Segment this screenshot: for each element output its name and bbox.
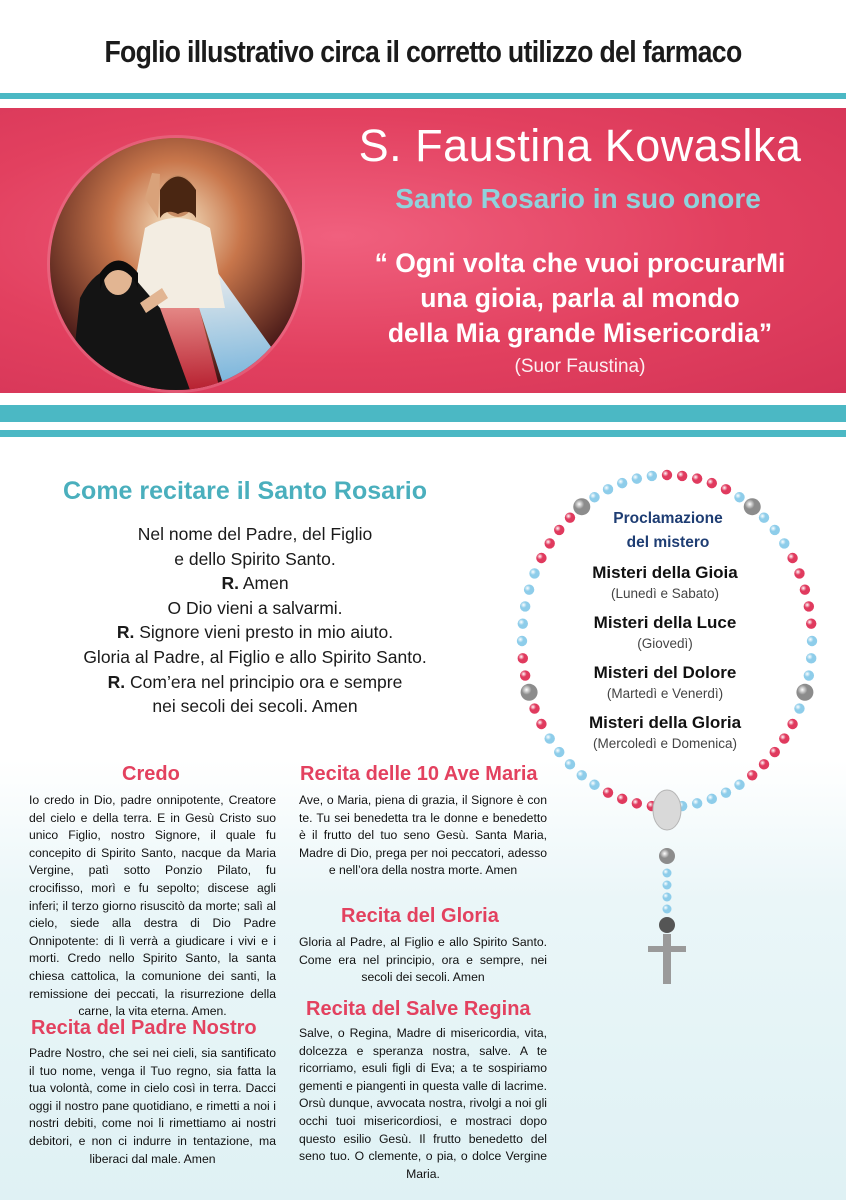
quote-author: (Suor Faustina) — [514, 356, 646, 377]
mystery-title: Misteri della Gioia — [592, 563, 738, 582]
rosary-bead-pink — [518, 653, 528, 663]
bottom-stripe-thick — [0, 405, 846, 422]
salve-regina-heading: Recita del Salve Regina — [306, 998, 531, 1020]
rosary-bead-pink — [707, 478, 717, 488]
padre-nostro-heading: Recita del Padre Nostro — [31, 1017, 257, 1039]
rosary-bead-gray — [796, 684, 813, 701]
rosary-bead-pink — [520, 670, 530, 680]
rosary-bead-pink — [800, 585, 810, 595]
quote-line: una gioia, parla al mondo — [420, 283, 740, 313]
padre-nostro-text: Padre Nostro, che sei nei cieli, sia santificato il tuo nome, venga il Tuo regno, sia fatta la tua volontà, come in cielo così in terra. Dacci oggi il nostro pane quotidiano, e rimetti a noi i nostri debiti, come noi li rimettiamo ai nostri debitori, e non ci indurre in tentazione, ma liberaci dal male. Amen — [29, 1046, 276, 1166]
proclamation-label: del mistero — [626, 534, 710, 551]
rosary-bead-pink — [794, 568, 804, 578]
intro-line: Nel nome del Padre, del Figlio — [137, 524, 373, 544]
rosary-bead-blue — [647, 471, 657, 481]
salve-regina-text: Salve, o Regina, Madre di misericordia, vita, dolcezza e speranza nostra, salve. A te ricorriamo, esuli figli di Eva; a te sospiriamo gementi e piangenti in questa valle di lacrime. Orsù dunque, avvocata nostra, rivolgi a noi gli occhi tuoi misericordiosi, e mostraci dopo questo esilio Gesù. Il frutto benedetto del seno tuo. O clemente, o pia, o dolce Vergine Maria. — [299, 1026, 547, 1181]
rosary-bead-blue — [524, 585, 534, 595]
rosary-bead-blue — [589, 492, 599, 502]
ave-maria-heading: Recita delle 10 Ave Maria — [300, 763, 538, 785]
rosary-bead-blue — [565, 759, 575, 769]
mystery-title: Misteri della Luce — [593, 613, 737, 632]
rosary-bead-pink — [692, 473, 702, 483]
rosary-bead-blue — [603, 484, 613, 494]
mystery-days: (Mercoledì e Domenica) — [592, 736, 738, 751]
rosary-bead-blue — [721, 787, 731, 797]
rosary-bead-blue — [692, 798, 702, 808]
rosary-bead-gray — [521, 684, 538, 701]
credo-text: Io credo in Dio, padre onnipotente, Creatore del cielo e della terra. E in Gesù Cristo suo unico Figlio, nostro Signore, il quale fu concepito di Spirito Santo, nacque da Maria Vergine, patì sotto Ponzio Pilato, fu crocifisso, morì e fu sepolto; discese agli inferi; il terzo giorno risuscitò da morte; salì al cielo, siede alla destra di Dio Padre Onnipotente: di lì verrà a giudicare i vivi e i morti. Credo nello Spirito Santo, la santa chiesa cattolica, la comunione dei santi, la remissione dei peccati, la risurrezione della carne, la vita eterna. Amen. — [29, 793, 276, 1019]
rosary-bead-pink — [787, 719, 797, 729]
rosary-bead-blue — [734, 780, 744, 790]
divine-mercy-image — [50, 138, 302, 390]
mystery-title: Misteri della Gloria — [588, 713, 742, 732]
rosary-bead-pink — [617, 794, 627, 804]
rosary-bead-dark — [659, 917, 675, 933]
intro-line: R. Signore vieni presto in mio aiuto. — [116, 622, 394, 643]
rosary-bead-pink — [804, 601, 814, 611]
rosary-medal — [653, 790, 681, 830]
rosary-bead-blue — [663, 869, 672, 878]
rosary-bead-blue — [794, 703, 804, 713]
rosary-bead-pink — [529, 703, 539, 713]
rosary-bead-blue — [517, 636, 527, 646]
bottom-stripe-thin — [0, 430, 846, 437]
rosary-bead-pink — [770, 747, 780, 757]
intro-line: R. Com’era nel principio ora e sempre — [107, 671, 403, 692]
rosary-bead-blue — [663, 893, 672, 902]
intro-line: nei secoli dei secoli. Amen — [152, 696, 358, 717]
gloria-heading: Recita del Gloria — [341, 905, 499, 927]
page-title: Foglio illustrativo circa il corretto utilizzo del farmaco — [104, 34, 742, 69]
rosary-bead-pink — [759, 759, 769, 769]
divine-mercy-medallion — [50, 138, 302, 390]
rosary-bead-blue — [577, 770, 587, 780]
rosary-bead-pink — [806, 618, 816, 628]
banner-subtitle: Santo Rosario in suo onore — [395, 183, 761, 214]
cross-icon — [648, 946, 686, 952]
rosary-bead-blue — [617, 478, 627, 488]
rosary-bead-pink — [603, 787, 613, 797]
saint-name: S. Faustina Kowaslka — [358, 120, 802, 171]
how-to-heading: Come recitare il Santo Rosario — [63, 477, 428, 505]
rosary-bead-pink — [787, 553, 797, 563]
intro-line: Gloria al Padre, al Figlio e allo Spirito Santo. — [83, 646, 427, 667]
intro-line: R. Amen — [221, 573, 289, 594]
rosary-bead-pink — [632, 798, 642, 808]
rosary-bead-pink — [747, 770, 757, 780]
intro-line: e dello Spirito Santo. — [174, 548, 336, 569]
mystery-days: (Lunedì e Sabato) — [610, 586, 720, 601]
rosary-bead-pink — [779, 733, 789, 743]
rosary-bead-pink — [677, 471, 687, 481]
credo-heading: Credo — [122, 763, 180, 785]
cross-icon — [663, 934, 671, 984]
rosary-bead-blue — [632, 473, 642, 483]
rosary-bead-blue — [734, 492, 744, 502]
quote-line: della Mia grande Misericordia” — [387, 318, 773, 348]
mystery-days: (Martedì e Venerdì) — [606, 686, 724, 701]
rosary-bead-blue — [806, 653, 816, 663]
intro-prayer — [60, 522, 450, 719]
rosary-bead-pink — [536, 553, 546, 563]
rosary-bead-blue — [544, 733, 554, 743]
mystery-title: Misteri del Dolore — [593, 663, 737, 682]
rosary-bead-blue — [807, 636, 817, 646]
gloria-text: Gloria al Padre, al Figlio e allo Spirito Santo. Come era nel principio, ora e sempre, nei secoli dei secoli. Amen — [299, 935, 547, 985]
rosary-bead-gray — [659, 848, 675, 864]
proclamation-label: Proclamazione — [613, 510, 723, 527]
intro-line: O Dio vieni a salvarmi. — [167, 597, 343, 618]
rosary-bead-blue — [529, 568, 539, 578]
rosary-bead-blue — [589, 780, 599, 790]
rosary-bead-pink — [662, 470, 672, 480]
rosary-bead-blue — [804, 670, 814, 680]
rosary-bead-pink — [536, 719, 546, 729]
ave-maria-text: Ave, o Maria, piena di grazia, il Signore è con te. Tu sei benedetta tra le donne e benedetto è il frutto del tuo seno Gesù. Santa Maria, Madre di Dio, prega per noi peccatori, adesso e nell’ora della nostra morte. Amen — [299, 793, 547, 878]
rosary-bead-blue — [663, 881, 672, 890]
rosary-bead-blue — [663, 905, 672, 914]
top-stripe — [0, 93, 846, 99]
rosary-bead-blue — [520, 601, 530, 611]
rosary-bead-blue — [518, 618, 528, 628]
rosary-bead-pink — [721, 484, 731, 494]
mystery-days: (Giovedì) — [637, 636, 693, 651]
rosary-bead-blue — [707, 794, 717, 804]
quote-line: “ Ogni volta che vuoi procurarMi — [374, 248, 786, 278]
quote — [330, 246, 830, 351]
